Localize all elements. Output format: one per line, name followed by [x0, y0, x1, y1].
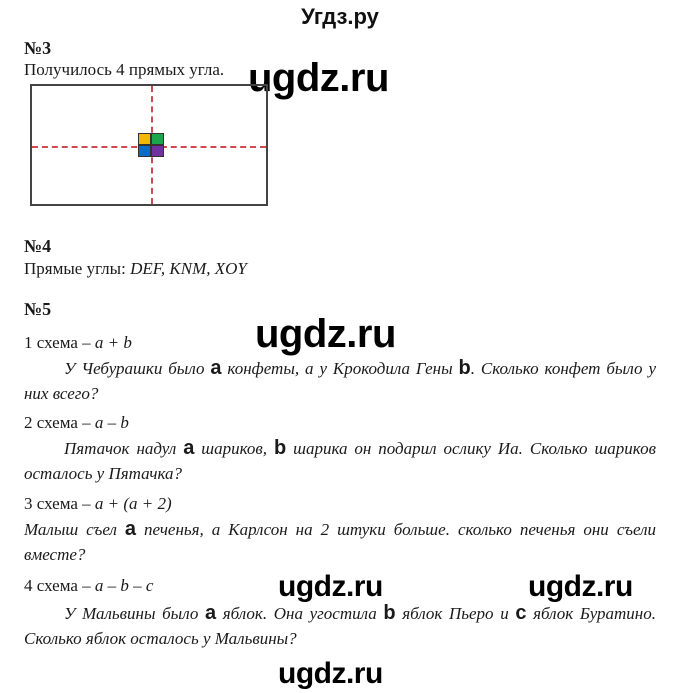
watermark: ugdz.ru	[278, 570, 383, 603]
scheme-2-title: 2 схема – a – b	[24, 413, 129, 432]
scheme-2-formula: a – b	[94, 413, 129, 432]
scheme-1-formula: a + b	[94, 333, 132, 352]
scheme-1-title: 1 схема – a + b	[24, 333, 132, 352]
scheme-2-story: Пятачок надул a шариков, b шарика он подарил ослику Иа. Сколько шариков осталось у Пятачка?	[24, 437, 656, 483]
watermark: ugdz.ru	[278, 657, 383, 690]
right-angle-square-yellow	[138, 133, 151, 145]
task-5-number: №5	[24, 299, 52, 319]
scheme-3-formula: a + (a + 2)	[94, 494, 172, 513]
task-3-text: Получилось 4 прямых угла.	[24, 60, 225, 79]
scheme-4-formula: a – b – c	[94, 576, 154, 595]
task-4-label: Прямые углы:	[24, 259, 131, 278]
scheme-4-title: 4 схема – a – b – c	[24, 576, 154, 595]
scheme-3-title: 3 схема – a + (a + 2)	[24, 494, 172, 513]
right-angle-square-purple	[151, 145, 164, 157]
rectangle-figure	[30, 84, 268, 206]
task-4-angles: DEF, KNM, XOY	[130, 259, 247, 278]
watermark: ugdz.ru	[255, 312, 396, 356]
right-angle-square-green	[151, 133, 164, 145]
watermark: ugdz.ru	[528, 570, 633, 603]
scheme-3-story: Малыш съел a печенья, а Карлсон на 2 штуки больше. сколько печенья они съели вместе?	[24, 518, 656, 564]
task-4-number: №4	[24, 236, 52, 256]
scheme-4-story: У Мальвины было a яблок. Она угостила b яблок Пьеро и c яблок Буратино. Сколько яблок осталось у Мальвины?	[24, 602, 656, 648]
task-3-number: №3	[24, 38, 52, 58]
watermark: ugdz.ru	[248, 56, 389, 100]
site-title: Угдз.ру	[301, 4, 379, 29]
right-angle-square-blue	[138, 145, 151, 157]
scheme-1-story: У Чебурашки было a конфеты, а у Крокодила Гены b. Сколько конфет было у них всего?	[24, 357, 656, 403]
task-4-text	[24, 259, 247, 279]
